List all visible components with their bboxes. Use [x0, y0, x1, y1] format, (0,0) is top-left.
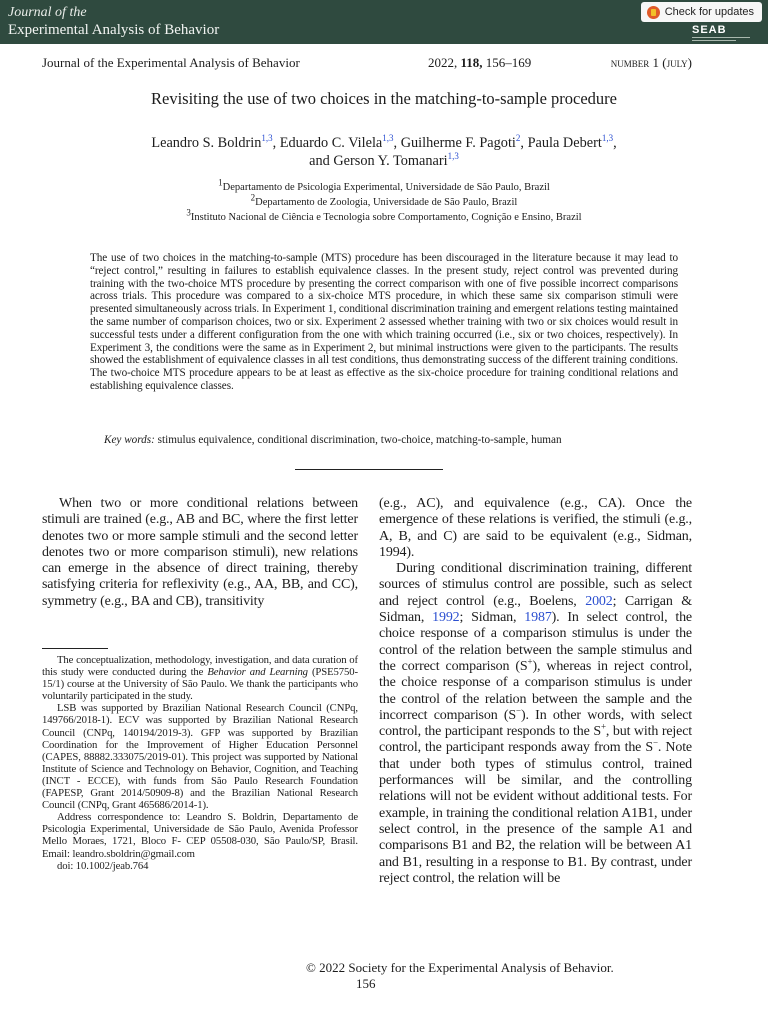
page-number: 156	[356, 976, 376, 991]
banner-journal-line1: Journal of the	[8, 5, 87, 20]
affiliations	[90, 177, 678, 225]
footnote-divider	[42, 648, 108, 649]
footnote-doi: doi: 10.1002/jeab.764	[57, 859, 149, 872]
author-aff-link[interactable]: 1,3	[601, 133, 614, 144]
section-divider	[295, 469, 443, 470]
seab-logo-text: SEAB	[692, 24, 727, 36]
running-head-issue: number 1 (july)	[610, 55, 692, 70]
keywords-label: Key words:	[104, 434, 155, 446]
check-for-updates-label: Check for updates	[664, 6, 754, 18]
journal-banner	[0, 0, 768, 44]
body-right-column	[379, 496, 692, 887]
body-paragraph: During conditional discrimination training, different sources of stimulus control are possible, such as select and reject control (e.g., Boelens, 2002; Carrigan & Sidman, 1992; Sidman, 1987). In select control, the choice response of a comparison stimulus is under the control of the relation between the sample stimulus and the correct comparison (S+), whereas in reject control, the choice response of a comparison stimulus is under the control of the relation between the sample and the incorrect comparison (S−). In other words, with select control, the participant responds to the S+, but with reject control, the participant responds away from the S−. Note that under both types of stimulus control, trained performances will be similar, and the controlling relations will not be evident without additional tests. For example, in training the conditional relation A1B1, under select control, in the presence of the sample A1 and comparisons B1 and B2, the relation will be between A1 and B1, resulting in a response to B1. By contrast, under reject control, the relation will be	[379, 561, 693, 886]
author-aff-link[interactable]: 1,3	[447, 151, 459, 162]
seab-logo	[688, 24, 760, 42]
body-left-column	[42, 496, 358, 610]
check-for-updates-button[interactable]	[641, 2, 762, 22]
abstract: The use of two choices in the matching-to-sample (MTS) procedure has been discouraged in the literature because it may lead to “reject control,” resulting in failures to establish equivalence classes. In the present study, reject control was prevented during training with the two-choice MTS procedure by presenting the correct comparison with one of five possible incorrect comparisons across trials. This procedure was compared to a six-choice MTS procedure, in which these same six comparison stimuli were presented simultaneously across trials. In Experiment 1, conditional discrimination training and emergent relations testing maintained the same number of comparison choices, two or six. Experiment 2 assessed whether training with two or six choices would result in successful tests under a different configuration from the one with which training occurred (i.e., six or two choices, respectively). In Experiment 3, the conditions were the same as in Experiment 2, but minimal instructions were given to the participants. The results showed the establishment of equivalence classes in all test conditions, thus demonstrating success of the different training conditions. The two-choice MTS procedure appears to be at least as effective as the six-choice procedure for training conditional relations and establishing equivalence classes.	[90, 252, 678, 392]
keywords-text: stimulus equivalence, conditional discrimination, two-choice, matching-to-sample, human	[157, 434, 562, 446]
author-list: Leandro S. Boldrin$^{1,3}$, Eduardo C. Vilela$^{1,3}$, Guilherme F. Pagoti$^2$, Paula Debert$^{1,3}$, and Gerson Y. Tomanari$^{1,3}$	[151, 133, 617, 169]
affiliation: $^3$Instituto Nacional de Ciência e Tecnologia sobre Comportamento, Cognição e Ensino, Brazil	[186, 207, 582, 223]
footnotes	[42, 654, 358, 872]
affiliation: $^1$Departamento de Psicologia Experimental, Universidade de São Paulo, Brazil	[218, 177, 550, 193]
author: Leandro S. Boldrin	[151, 135, 262, 151]
author: and Gerson Y. Tomanari	[309, 153, 448, 169]
footnote-contributions: The conceptualization, methodology, investigation, and data curation of this study were conducted during the Behavior and Learning (PSE5750-15/1) course at the University of São Paulo. We thank the participants who voluntarily participated in the study.	[42, 654, 358, 703]
body-paragraph: (e.g., AC), and equivalence (e.g., CA). Once the emergence of these relations is verified, the stimuli (e.g., A, B, and C) are said to be equivalent (e.g., Sidman, 1994).	[379, 496, 692, 560]
body-paragraph: When two or more conditional relations between stimuli are trained (e.g., AB and BC, where the first letter denotes two or more sample stimuli and the second letter denotes two or more comparison stimuli), new relations can emerge in the absence of direct training, thereby satisfying criteria for reflexivity (e.g., AA, BB, and CC), symmetry (e.g., BA and CB), transitivity	[42, 496, 358, 609]
author-aff-link[interactable]: 1,3	[261, 133, 273, 144]
running-head-journal: Journal of the Experimental Analysis of Behavior	[42, 55, 300, 70]
author-aff-link[interactable]: 2	[515, 133, 521, 144]
author: Paula Debert	[527, 135, 602, 151]
author: Eduardo C. Vilela	[279, 135, 383, 151]
affiliation: $^2$Departamento de Zoologia, Universidade de São Paulo, Brazil	[250, 192, 518, 208]
copyright-line: © 2022 Society for the Experimental Analysis of Behavior.	[306, 960, 614, 975]
citation-link[interactable]: 1992	[432, 610, 460, 626]
footnote-correspondence: Address correspondence to: Leandro S. Boldrin, Departamento de Psicologia Experimental, Universidade de São Paulo, Avenida Professor Mello Moraes, 1721, Bloco F- CEP 05508-030, São Paulo/SP, Brasil. Email: leandro.sboldrin@gmail.com	[42, 811, 358, 860]
check-for-updates-icon	[647, 6, 660, 19]
citation-link[interactable]: 1987	[524, 610, 552, 626]
author-aff-link[interactable]: 1,3	[382, 133, 394, 144]
banner-journal-line2: Experimental Analysis of Behavior	[8, 22, 220, 38]
article-title: Revisiting the use of two choices in the matching-to-sample procedure	[151, 89, 617, 108]
running-head-volume: 2022, 118, 156–169	[428, 55, 532, 70]
author: Guilherme F. Pagoti	[400, 135, 516, 151]
citation-link[interactable]: 2002	[585, 593, 613, 609]
footnote-funding: LSB was supported by Brazilian National Research Council (CNPq, 149766/2018-1). ECV was supported by Brazilian National Research Council (CNPq, 140194/2019-3). GFP was supported by Brazilian Coordination for the Improvement of Higher Education Personnel (CAPES, 88882.333075/2019-01). This project was supported by National Institute of Science and Technology on Behavior, Cognition, and Teaching (INCT - ECCE), with funds from São Paulo Research Foundation (FAPESP, Grant 2014/50909-8) and the Brazilian National Research Council (CNPq, Grant 465686/2014-1).	[42, 702, 358, 812]
keywords	[104, 434, 678, 447]
